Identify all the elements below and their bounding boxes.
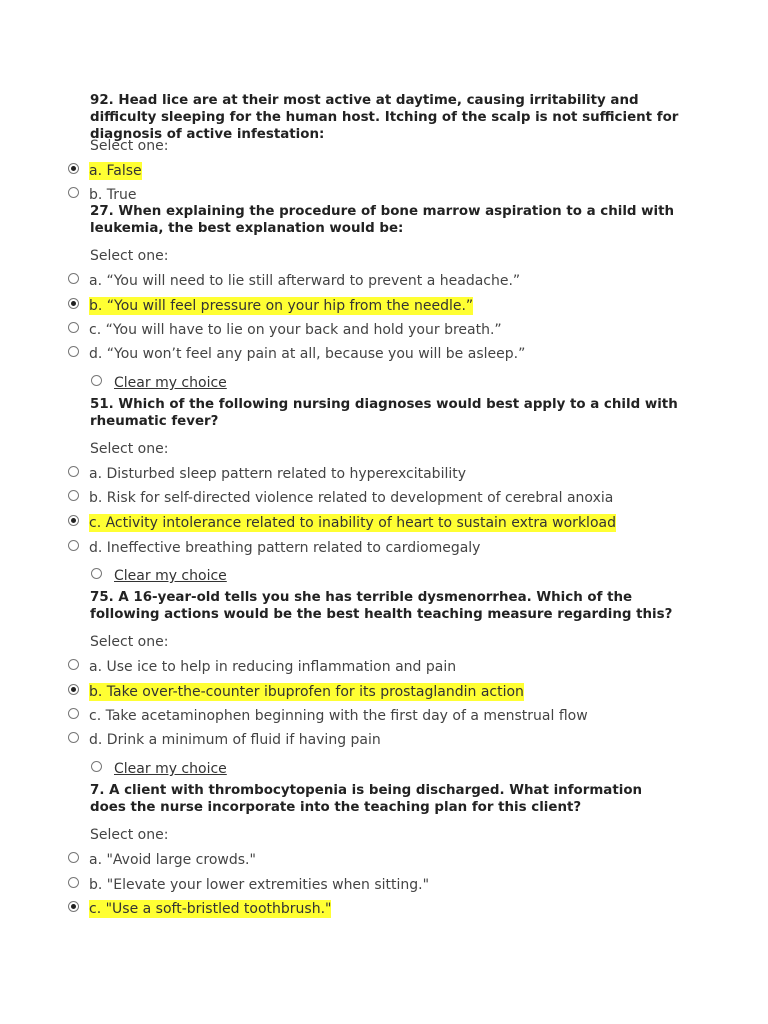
- radio-unchecked-icon[interactable]: [91, 375, 102, 386]
- radio-unchecked-icon[interactable]: [91, 568, 102, 579]
- select-one-label: Select one:: [90, 827, 169, 843]
- answer-option-label: b. “You will feel pressure on your hip from the needle.”: [89, 298, 474, 314]
- radio-unchecked-icon[interactable]: [68, 346, 79, 357]
- answer-option[interactable]: [68, 161, 142, 181]
- answer-option[interactable]: [68, 296, 473, 316]
- question-text: 75. A 16-year-old tells you she has terrible dysmenorrhea. Which of the following actions would be the best health teaching measure regarding this?: [90, 590, 673, 622]
- answer-option-label: c. Take acetaminophen beginning with the first day of a menstrual flow: [89, 708, 588, 724]
- radio-checked-icon[interactable]: [68, 684, 79, 695]
- answer-option-label: b. Take over-the-counter ibuprofen for its prostaglandin action: [89, 684, 524, 700]
- answer-option-label: c. “You will have to lie on your back and hold your breath.”: [89, 322, 502, 338]
- clear-my-choice-link[interactable]: Clear my choice: [114, 568, 227, 584]
- answer-option[interactable]: [68, 538, 480, 558]
- answer-option-label: c. Activity intolerance related to inability of heart to sustain extra workload: [89, 515, 616, 531]
- answer-option[interactable]: [68, 513, 616, 533]
- answer-option-label: a. Use ice to help in reducing inflammation and pain: [89, 659, 457, 675]
- radio-unchecked-icon[interactable]: [68, 852, 79, 863]
- answer-option[interactable]: [68, 488, 613, 508]
- clear-my-choice-link[interactable]: Clear my choice: [114, 375, 227, 391]
- radio-checked-icon[interactable]: [68, 163, 79, 174]
- answer-option-label: a. False: [89, 163, 142, 179]
- answer-option[interactable]: [68, 657, 456, 677]
- radio-unchecked-icon[interactable]: [91, 761, 102, 772]
- select-one-label: Select one:: [90, 441, 169, 457]
- answer-option[interactable]: [68, 850, 256, 870]
- answer-option-label: c. "Use a soft-bristled toothbrush.": [89, 901, 332, 917]
- select-one-label: Select one:: [90, 248, 169, 264]
- answer-option-label: a. "Avoid large crowds.": [89, 852, 256, 868]
- answer-option[interactable]: [68, 682, 524, 702]
- answer-option[interactable]: [68, 344, 525, 364]
- answer-option[interactable]: [68, 875, 429, 895]
- clear-choice[interactable]: [91, 759, 227, 779]
- radio-unchecked-icon[interactable]: [68, 273, 79, 284]
- radio-unchecked-icon[interactable]: [68, 708, 79, 719]
- radio-checked-icon[interactable]: [68, 298, 79, 309]
- radio-checked-icon[interactable]: [68, 901, 79, 912]
- question-text: 51. Which of the following nursing diagnoses would best apply to a child with rheumatic fever?: [90, 397, 678, 429]
- select-one-label: Select one:: [90, 634, 169, 650]
- answer-option-label: d. Drink a minimum of fluid if having pain: [89, 732, 381, 748]
- answer-option-label: d. “You won’t feel any pain at all, because you will be asleep.”: [89, 346, 526, 362]
- answer-option-label: d. Ineffective breathing pattern related to cardiomegaly: [89, 540, 481, 556]
- question-text: 7. A client with thrombocytopenia is being discharged. What information does the nurse incorporate into the teaching plan for this client?: [90, 783, 643, 815]
- radio-unchecked-icon[interactable]: [68, 659, 79, 670]
- radio-unchecked-icon[interactable]: [68, 877, 79, 888]
- answer-option[interactable]: [68, 464, 466, 484]
- answer-option-label: a. “You will need to lie still afterward to prevent a headache.”: [89, 273, 521, 289]
- answer-option-label: b. "Elevate your lower extremities when sitting.": [89, 877, 430, 893]
- answer-option[interactable]: [68, 185, 137, 205]
- answer-option-label: b. True: [89, 187, 137, 203]
- answer-option[interactable]: [68, 730, 381, 750]
- radio-unchecked-icon[interactable]: [68, 540, 79, 551]
- answer-option[interactable]: [68, 320, 502, 340]
- answer-option[interactable]: [68, 706, 588, 726]
- radio-unchecked-icon[interactable]: [68, 187, 79, 198]
- answer-option[interactable]: [68, 271, 520, 291]
- question-text: 27. When explaining the procedure of bone marrow aspiration to a child with leukemia, the best explanation would be:: [90, 204, 675, 236]
- answer-option-label: b. Risk for self-directed violence related to development of cerebral anoxia: [89, 490, 614, 506]
- answer-option-label: a. Disturbed sleep pattern related to hyperexcitability: [89, 466, 467, 482]
- radio-unchecked-icon[interactable]: [68, 322, 79, 333]
- radio-checked-icon[interactable]: [68, 515, 79, 526]
- radio-unchecked-icon[interactable]: [68, 490, 79, 501]
- clear-choice[interactable]: [91, 566, 227, 586]
- radio-unchecked-icon[interactable]: [68, 732, 79, 743]
- answer-option[interactable]: [68, 899, 331, 919]
- radio-unchecked-icon[interactable]: [68, 466, 79, 477]
- clear-choice[interactable]: [91, 373, 227, 393]
- select-one-label: Select one:: [90, 138, 169, 154]
- clear-my-choice-link[interactable]: Clear my choice: [114, 761, 227, 777]
- question-text: 92. Head lice are at their most active at daytime, causing irritability and difficulty sleeping for the human host. Itching of the scalp is not sufficient for diagnosis of active infestation:: [90, 93, 679, 142]
